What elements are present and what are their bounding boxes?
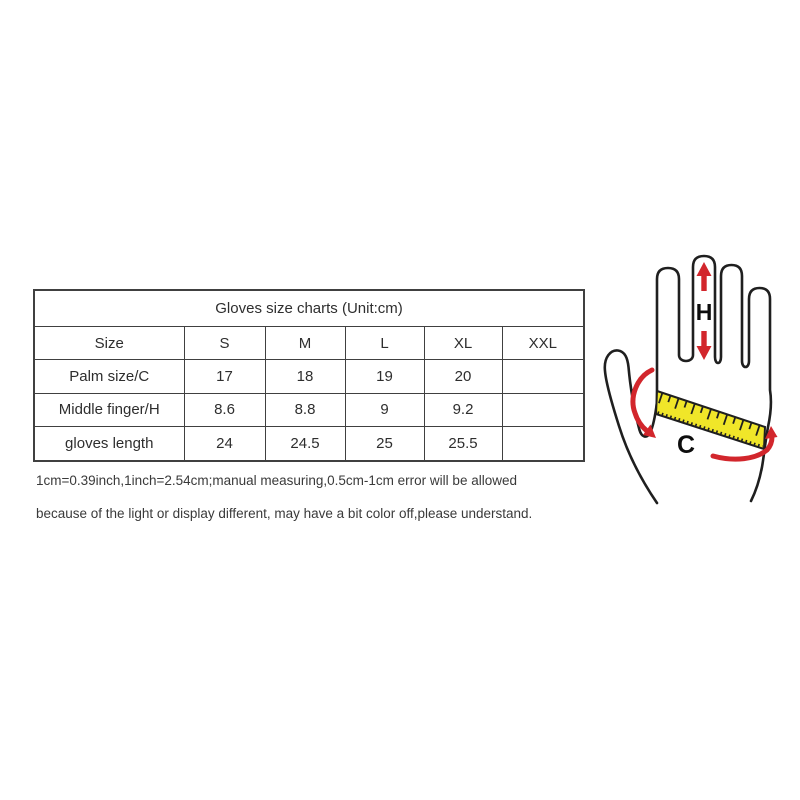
column-header-xl: XL xyxy=(424,327,502,360)
height-label: H xyxy=(695,299,713,325)
hand-measurement-diagram xyxy=(600,250,800,530)
table-cell: 24.5 xyxy=(265,427,345,461)
column-header-l: L xyxy=(345,327,424,360)
row-label: Middle finger/H xyxy=(34,393,184,426)
table-cell: 17 xyxy=(184,360,265,393)
note-measure-conversion: 1cm=0.39inch,1inch=2.54cm;manual measuring,0.5cm-1cm error will be allowed xyxy=(36,473,517,488)
row-label: gloves length xyxy=(34,427,184,461)
table-header-row xyxy=(34,327,584,360)
table-cell: 8.8 xyxy=(265,393,345,426)
table-cell: 9.2 xyxy=(424,393,502,426)
table-cell xyxy=(502,427,584,461)
table-row-gloves-length xyxy=(34,427,584,461)
table-cell: 9 xyxy=(345,393,424,426)
table-cell: 18 xyxy=(265,360,345,393)
column-header-m: M xyxy=(265,327,345,360)
row-label: Palm size/C xyxy=(34,360,184,393)
table-row-middle-finger xyxy=(34,393,584,426)
table-cell: 25.5 xyxy=(424,427,502,461)
table-row-palm-size xyxy=(34,360,584,393)
table-cell: 24 xyxy=(184,427,265,461)
table-cell: 25 xyxy=(345,427,424,461)
table-cell xyxy=(502,393,584,426)
hand-outline xyxy=(605,256,771,503)
table-cell: 20 xyxy=(424,360,502,393)
circumference-label: C xyxy=(676,431,696,459)
note-color-disclaimer: because of the light or display different, may have a bit color off,please understand. xyxy=(36,506,533,521)
size-chart-table xyxy=(33,289,585,462)
column-header-s: S xyxy=(184,327,265,360)
table-title: Gloves size charts (Unit:cm) xyxy=(34,290,584,327)
table-title-row xyxy=(34,290,584,327)
table-cell: 19 xyxy=(345,360,424,393)
column-header-xxl: XXL xyxy=(502,327,584,360)
table-cell: 8.6 xyxy=(184,393,265,426)
table-cell xyxy=(502,360,584,393)
column-header-size: Size xyxy=(34,327,184,360)
